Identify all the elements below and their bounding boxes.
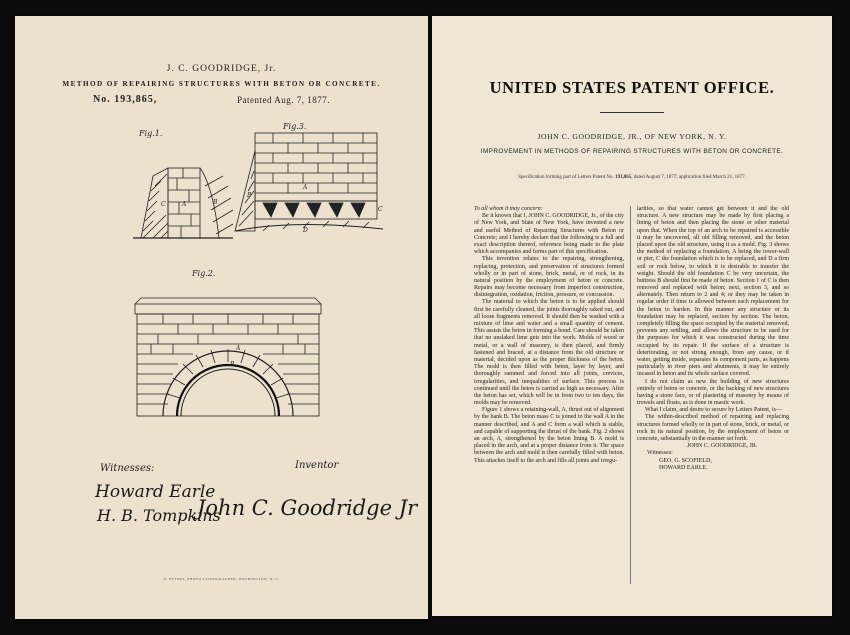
svg-text:B: B — [213, 199, 218, 206]
drawing-sheet — [15, 16, 428, 619]
svg-text:B: B — [230, 361, 235, 368]
spec-witness2: HOWARD EARLE. — [659, 464, 708, 471]
spec-signature: JOHN C. GOODRIDGE, JR. — [687, 443, 758, 450]
inventor-label: Inventor — [295, 460, 339, 471]
spec-paragraph: Figure 1 shows a retaining-wall, A, thrust out of alignment by the bank B. The beton mass C is joined to the wall A in the manner described, and A and C form a wall which is stable, and capable of supporting the thrust of the bank. Fig. 2 shows an arch, A, strengthened by the beton lining B. A mold is placed in the arch, and at a proper distance from it. The space between the arch and mold is then carefully filled with beton. This attaches itself to the arch and fills all joints and irregu- — [474, 407, 624, 464]
svg-text:A: A — [236, 345, 241, 352]
printer-imprint: N. PETERS, PHOTO-LITHOGRAPHER, WASHINGTON, D. C. — [163, 577, 280, 581]
fig3-label: Fig.3. — [283, 122, 307, 131]
spec-right-column — [637, 206, 789, 472]
drawing-patent-date: Patented Aug. 7, 1877. — [237, 95, 330, 105]
fig3-foundation-drawing — [233, 131, 383, 243]
fig2-arch-drawing — [133, 294, 323, 419]
svg-text:C: C — [161, 201, 166, 208]
spec-witnesses-label: Witnesses: — [647, 450, 673, 457]
witnesses-label: Witnesses: — [100, 463, 155, 474]
spec-improvement-title: IMPROVEMENT IN METHODS OF REPAIRING STRUCTURES WITH BETON OR CONCRETE. — [480, 148, 784, 155]
spec-inventor-line: JOHN C. GOODRIDGE, JR., OF NEW YORK, N. Y. — [537, 132, 727, 141]
spec-witness1: GEO. G. SCOFIELD, — [659, 457, 712, 464]
fig2-label: Fig.2. — [192, 269, 216, 278]
spec-paragraph: Be it known that I, JOHN C. GOODRIDGE, Jr., of the city of New York, and State of New York, have invented a new and useful Method of Repairing Structures with Beton or Concrete; and I hereby declare that the following is a full and exact description thereof, reference being made to the plate which accompanies and forms part of this specification. — [474, 213, 624, 256]
spec-paragraph: The material to which the beton is to be applied should first be carefully cleaned, the joints thoroughly raked out, and all loose fragments removed. It should then be washed with a mixture of lime and water and a small quantity of cement. This assists the beton in forming a bond. Care should be taken that no unslaked lime gets into the work. Molds of wood or metal, or a wall of masonry, is then placed, and firmly fastened and braced, at a distance from the old structure or material, decided upon as the proper thickness of the beton. The mold is then filled with beton, layer by layer, and thoroughly rammed and forced into all joints, crevices, irregularities, and inequalities of surface. This process is continued until the beton is carried as high as necessary. After the beton has set, which will be in from two to ten days, the molds may be removed. — [474, 299, 624, 407]
svg-text:D: D — [303, 227, 308, 234]
witness1-signature: Howard Earle — [95, 482, 216, 502]
svg-text:A: A — [182, 201, 187, 208]
spec-paragraph: I do not claim as new the building of new structures entirely of beton or concrete, or the backing of new structures having a stone face, or of plastering of masonry by means of trowels and floats, as is done in mastic work. — [637, 378, 789, 407]
svg-text:C: C — [378, 206, 383, 213]
drawing-inventor-name: J. C. GOODRIDGE, Jr. — [166, 64, 277, 74]
spec-paragraph: larities, so that water cannot get between it and the old structure. A new structure may be made by first placing a lining of beton and then placing the stone or other material upon that. When the top of an arch to be repaired is accessible it may be uncovered, all old filling removed, and the beton placed upon the old structure, using it as a mold. Fig. 3 shows the method of replacing a foundation, A being the tower-wall or pier, C the foundation which is to be replaced, and D a firm soil or rock below, to which it is desirable to transfer the weight. Should the old foundation C be very uncertain, the buttress B should first be made of beton. Section 1 of C is then removed and replaced with beton; next, section 3, and so alternately. Then return to 2 and 4; or they may be taken in regular order if time is allowed between each replacement for the beton to harden. In this manner any structure or its foundation may be replaced, section by section. The beton, completely filling the space occupied by the material removed, prevents any settling, and allows the structure to be used for the purposes for which it was constructed during the time occupied by its repair. If the surface of a structure is deteriorating, or not strong enough, from any cause, or if water, getting inside, separates its component parts, as happens particularly in river piers and abutments, it may be entirely incased in beton and its whole surface covered. — [637, 206, 789, 378]
spec-reference-post: , dated August 7, 1877; application filed March 21, 1877. — [631, 175, 746, 180]
spec-paragraph: This invention relates to the repairing, strengthening, replacing, protection, and preservation of structures formed wholly or in part of stone, brick, metal, or of rock, in its natural position by the employment of beton or concrete. Repairs may become necessary from imperfect construction, disintegration, oxidation, friction, pressure, or concussion. — [474, 256, 624, 299]
specification-sheet — [432, 16, 832, 616]
drawing-patent-number: No. 193,865, — [93, 94, 158, 105]
spec-paragraph: What I claim, and desire to secure by Letters Patent, is— — [645, 407, 782, 414]
spec-reference-line — [482, 174, 782, 182]
spec-left-column — [474, 206, 624, 465]
heading-rule — [600, 112, 664, 113]
spec-claim: The within-described method of repairing and replacing structures formed wholly or in part of stone, brick, or metal, or rock in its natural position, by the employment of beton or concrete, substantially in the manner set forth. — [637, 414, 789, 442]
column-divider — [630, 206, 631, 584]
salutation: To all whom it may concern: — [474, 206, 543, 212]
fig1-label: Fig.1. — [139, 129, 163, 138]
fig1-retaining-wall-drawing — [133, 146, 238, 241]
svg-text:A: A — [303, 184, 308, 191]
patent-office-heading: UNITED STATES PATENT OFFICE. — [489, 78, 775, 97]
drawing-title: METHOD OF REPAIRING STRUCTURES WITH BETON OR CONCRETE. — [62, 80, 381, 88]
inventor-signature: John C. Goodridge Jr — [197, 496, 418, 520]
svg-text:B: B — [247, 192, 252, 199]
witness2-signature: H. B. Tompkins — [97, 506, 221, 525]
spec-reference-pre: Specification forming part of Letters Patent No. — [518, 175, 614, 180]
spec-reference-number: 193,865 — [615, 175, 632, 180]
